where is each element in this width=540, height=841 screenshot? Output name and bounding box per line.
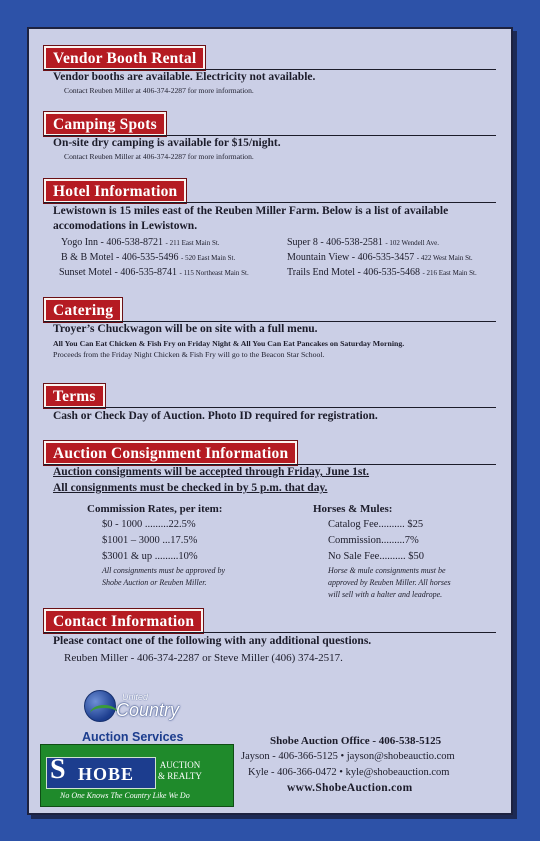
horses-note: Horse & mule consignments must be	[328, 566, 446, 575]
shobe-logo-initial: S	[50, 754, 66, 785]
divider	[44, 464, 496, 465]
divider	[44, 407, 496, 408]
hotel-entry: B & B Motel - 406-535-5496 - 520 East Main St.	[61, 252, 236, 263]
hotel-intro-1: Lewistown is 15 miles east of the Reuben Miller Farm. Below is a list of available	[53, 205, 449, 217]
hotel-intro-2: accomodations in Lewistown.	[53, 220, 198, 232]
horses-note: will sell with a halter and leadrope.	[328, 590, 443, 599]
horse-fee: Catalog Fee.......... $25	[328, 519, 424, 530]
catering-text: Troyer’s Chuckwagon will be on site with a full menu.	[53, 323, 318, 335]
vendor-contact: Contact Reuben Miller at 406-374-2287 for more information.	[64, 86, 254, 95]
camping-heading: Camping Spots	[44, 112, 166, 136]
divider	[44, 321, 496, 322]
hotel-heading: Hotel Information	[44, 179, 186, 203]
camping-contact: Contact Reuben Miller at 406-374-2287 for more information.	[64, 152, 254, 161]
shobe-tagline: No One Knows The Country Like We Do	[60, 791, 190, 800]
commission-note: Shobe Auction or Reuben Miller.	[102, 578, 207, 587]
horses-note: approved by Reuben Miller. All horses	[328, 578, 451, 587]
commission-rate: $1001 – 3000 ...17.5%	[102, 535, 198, 546]
divider	[44, 202, 496, 203]
commission-rate: $3001 & up .........10%	[102, 551, 198, 562]
hotel-entry: Super 8 - 406-538-2581 - 102 Wendell Ave.	[287, 237, 439, 248]
office-jayson: Jayson - 406-366-5125 • jayson@shobeauctio.com	[241, 751, 455, 762]
shobe-logo-subtitle: AUCTION & REALTY	[158, 760, 202, 781]
consignment-deadline: Auction consignments will be accepted through Friday, June 1st.	[53, 466, 370, 478]
office-kyle: Kyle - 406-366-0472 • kyle@shobeauction.com	[248, 767, 450, 778]
vendor-heading: Vendor Booth Rental	[44, 46, 205, 70]
divider	[44, 135, 496, 136]
catering-proceeds: Proceeds from the Friday Night Chicken & Fish Fry will go to the Beacon Star School.	[53, 350, 325, 359]
country-logo-text: Country	[116, 700, 180, 720]
commission-rate: $0 - 1000 .........22.5%	[102, 519, 196, 530]
website-link[interactable]: www.ShobeAuction.com	[287, 782, 413, 794]
divider	[44, 632, 496, 633]
catering-heading: Catering	[44, 298, 122, 322]
consignment-checkin: All consignments must be checked in by 5 p.m. that day.	[53, 482, 328, 494]
contact-heading: Contact Information	[44, 609, 203, 633]
horse-fee: Commission.........7%	[328, 535, 419, 546]
commission-note: All consignments must be approved by	[102, 566, 226, 575]
catering-specials: All You Can Eat Chicken & Fish Fry on Friday Night & All You Can Eat Pancakes on Saturday Morning.	[53, 339, 405, 348]
swoosh-logo-icon	[90, 705, 118, 722]
auction-services-text: Auction Services	[82, 730, 184, 744]
horse-fee: No Sale Fee.......... $50	[328, 551, 424, 562]
united-logo-text: United	[122, 692, 149, 702]
office-title: Shobe Auction Office - 406-538-5125	[270, 735, 442, 747]
hotel-entry: Trails End Motel - 406-535-5468 - 216 East Main St.	[287, 267, 477, 278]
camping-text: On-site dry camping is available for $15/night.	[53, 137, 281, 149]
terms-heading: Terms	[44, 384, 105, 408]
terms-text: Cash or Check Day of Auction. Photo ID required for registration.	[53, 410, 378, 422]
hotel-entry: Yogo Inn - 406-538-8721 - 211 East Main St.	[61, 237, 220, 248]
hotel-entry: Sunset Motel - 406-535-8741 - 115 Northeast Main St.	[59, 267, 249, 278]
commission-title: Commission Rates, per item:	[87, 503, 223, 515]
divider	[44, 69, 496, 70]
contact-text: Please contact one of the following with any additional questions.	[53, 635, 372, 647]
horses-title: Horses & Mules:	[313, 503, 393, 515]
hotel-entry: Mountain View - 406-535-3457 - 422 West Main St.	[287, 252, 473, 263]
consignment-heading: Auction Consignment Information	[44, 441, 297, 465]
shobe-logo-word: HOBE	[78, 764, 135, 784]
contact-names: Reuben Miller - 406-374-2287 or Steve Miller (406) 374-2517.	[64, 652, 343, 664]
vendor-text: Vendor booths are available. Electricity not available.	[53, 71, 316, 83]
